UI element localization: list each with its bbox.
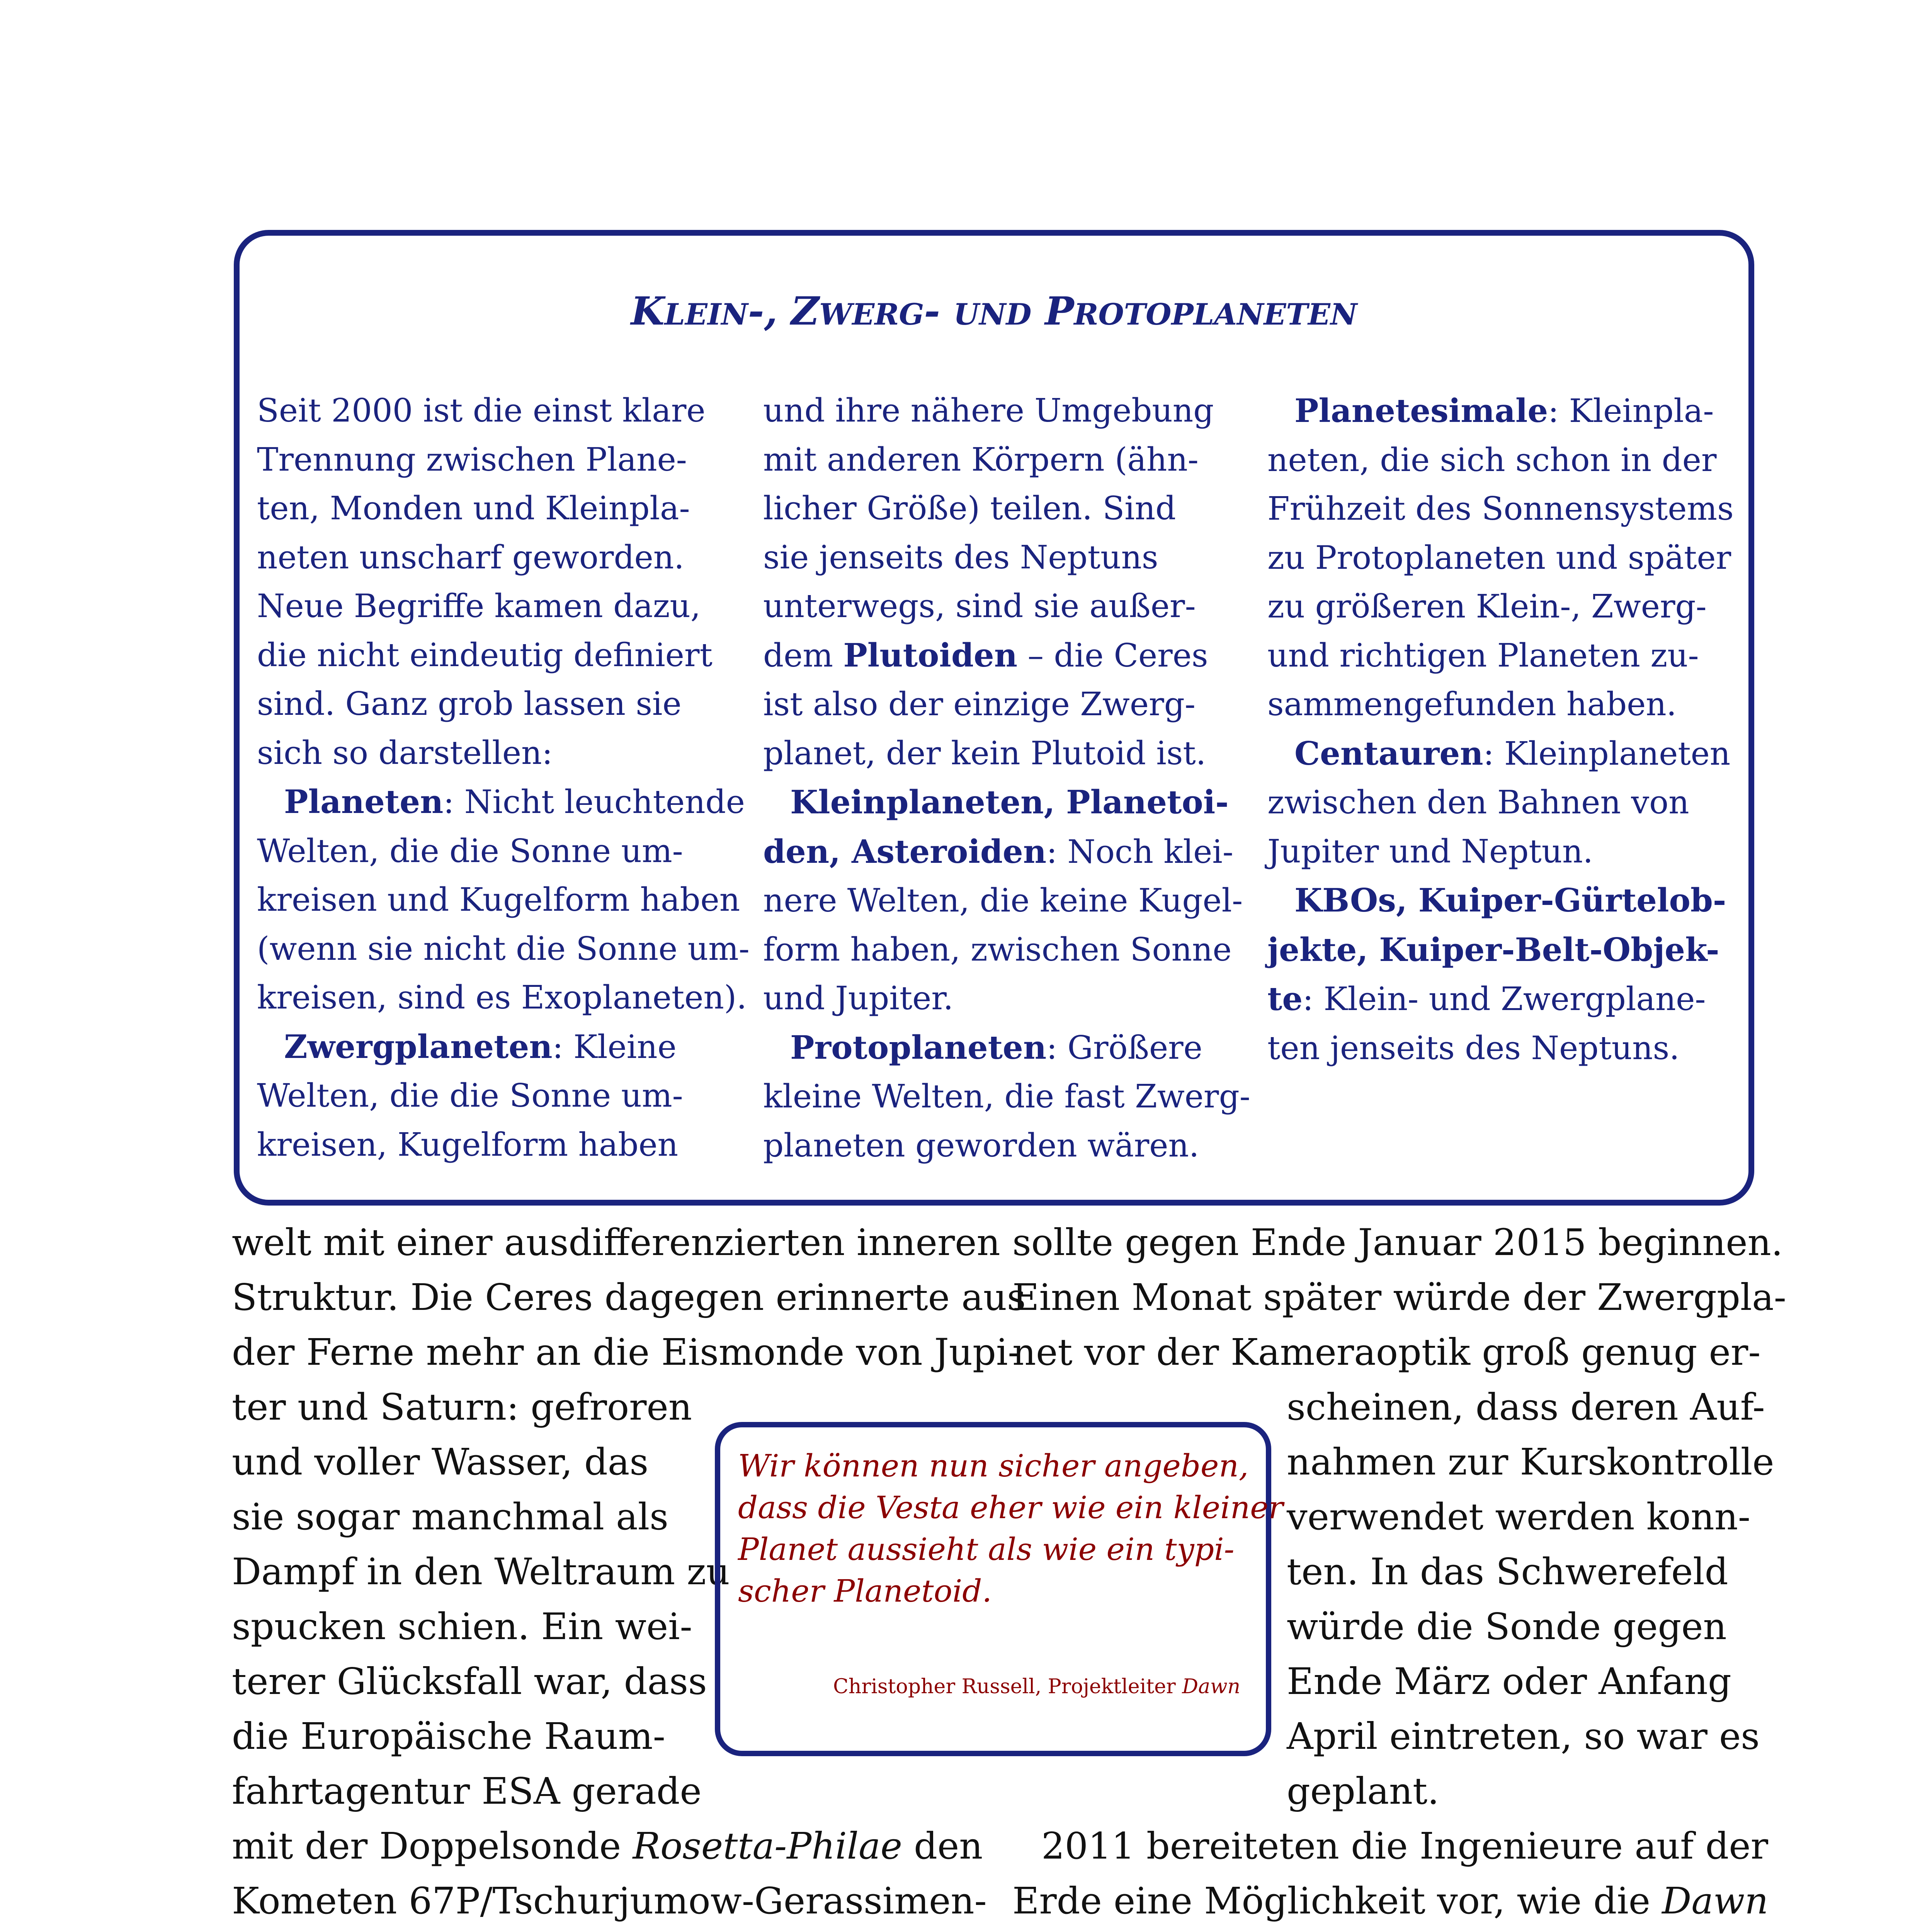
box-line: kreisen, sind es Exoplaneten). xyxy=(257,979,747,1016)
box-line: Frühzeit des Sonnensystems xyxy=(1267,490,1734,527)
box-line: ten, Monden und Kleinpla- xyxy=(257,490,690,527)
term-centauren: Centauren xyxy=(1294,734,1483,772)
text-line: verwendet werden konn- xyxy=(1287,1496,1751,1538)
term-kuiper-belt: jekte, Kuiper-Belt-Objek- xyxy=(1267,930,1719,969)
text-line: würde die Sonde gegen xyxy=(1287,1605,1727,1648)
quote-line: Wir können nun sicher angeben, xyxy=(738,1448,1249,1484)
definition-planetesimale: Planetesimale: Kleinpla- xyxy=(1294,392,1714,430)
main-right-top xyxy=(1012,1215,1786,1380)
term-kbo-end: te xyxy=(1267,980,1303,1018)
box-line: sie jenseits des Neptuns xyxy=(763,538,1158,576)
main-right-bottom xyxy=(1012,1819,1769,1932)
info-box-column-1 xyxy=(257,386,750,1169)
definition-kleinplaneten: den, Asteroiden: Noch klei- xyxy=(763,832,1233,871)
emphasis-rosetta: Rosetta-Philae xyxy=(633,1825,902,1867)
box-line: Welten, die die Sonne um- xyxy=(257,832,683,870)
text-line: 2011 bereiteten die Ingenieure auf der xyxy=(1041,1825,1768,1867)
text-line: geplant. xyxy=(1287,1770,1439,1813)
term-plutoiden: Plutoiden xyxy=(843,636,1018,674)
box-line: nere Welten, die keine Kugel- xyxy=(763,882,1243,919)
text-line: Kometen 67P/Tschurjumow-Gerassimen- xyxy=(232,1880,987,1922)
info-box-column-2 xyxy=(763,386,1250,1170)
box-line: sich so darstellen: xyxy=(257,734,553,772)
text-line: und voller Wasser, das xyxy=(232,1441,649,1483)
box-line: (wenn sie nicht die Sonne um- xyxy=(257,930,750,968)
text-line: der Ferne mehr an die Eismonde von Jupi- xyxy=(232,1331,1020,1374)
box-line: die nicht eindeutig definiert xyxy=(257,636,713,674)
box-line: neten, die sich schon in der xyxy=(1267,441,1717,479)
text-line: nahmen zur Kurskontrolle xyxy=(1287,1441,1774,1483)
quote-line: Planet aussieht als wie ein typi- xyxy=(738,1531,1235,1567)
text-line: sie sogar manchmal als xyxy=(232,1496,668,1538)
box-line: ten jenseits des Neptuns. xyxy=(1267,1029,1680,1067)
box-line: Seit 2000 ist die einst klare xyxy=(257,392,706,429)
term-kbo-line-2 xyxy=(1267,925,1737,975)
box-line: planet, der kein Plutoid ist. xyxy=(763,734,1206,772)
box-line: unterwegs, sind sie außer- xyxy=(763,587,1196,625)
pull-quote-text xyxy=(738,1445,1283,1612)
term-kleinplaneten: Kleinplaneten, Planetoi- xyxy=(790,783,1229,821)
text-line: ter und Saturn: gefroren xyxy=(232,1386,692,1429)
definition-plutoiden: dem Plutoiden – die Ceres xyxy=(763,636,1208,674)
box-line: planeten geworden wären. xyxy=(763,1126,1199,1164)
term-planeten: Planeten xyxy=(284,783,444,821)
text-line: die Europäische Raum- xyxy=(232,1715,665,1758)
term-zwergplaneten: Zwergplaneten xyxy=(284,1027,553,1066)
box-line: kreisen und Kugelform haben xyxy=(257,881,740,918)
text-line xyxy=(1012,1929,1760,1932)
pull-quote-author: Christopher Russell, Projektleiter Dawn xyxy=(833,1675,1240,1698)
definition-planeten: Planeten: Nicht leuchtende xyxy=(284,783,745,821)
text-line: ten. In das Schwerefeld xyxy=(1287,1551,1728,1593)
quote-line: dass die Vesta eher wie ein kleiner xyxy=(738,1490,1283,1526)
term-kbo-line-1 xyxy=(1267,876,1737,925)
text-line: Ende März oder Anfang xyxy=(1287,1660,1731,1703)
text-line: mit der Doppelsonde Rosetta-Philae den xyxy=(232,1825,983,1867)
text-line: Struktur. Die Ceres dagegen erinnerte aus xyxy=(232,1276,1026,1319)
text-line: Dampf in den Weltraum zu xyxy=(232,1551,730,1593)
text-line: Einen Monat später würde der Zwergpla- xyxy=(1012,1276,1786,1319)
box-line: neten unscharf geworden. xyxy=(257,538,684,576)
text-line: spucken schien. Ein wei- xyxy=(232,1605,692,1648)
box-line: kreisen, Kugelform haben xyxy=(257,1126,679,1163)
box-line: ist also der einzige Zwerg- xyxy=(763,685,1196,723)
text-line xyxy=(232,1929,980,1932)
box-line: Jupiter und Neptun. xyxy=(1267,832,1593,870)
definition-zwergplaneten: Zwergplaneten: Kleine xyxy=(284,1027,677,1066)
text-line: welt mit einer ausdifferenzierten inneren xyxy=(232,1221,1000,1264)
definition-protoplaneten: Protoplaneten: Größere xyxy=(790,1028,1202,1066)
box-line: form haben, zwischen Sonne xyxy=(763,930,1232,968)
box-line: und Jupiter. xyxy=(763,980,954,1017)
box-line: mit anderen Körpern (ähn- xyxy=(763,440,1199,478)
box-line: und ihre nähere Umgebung xyxy=(763,392,1214,429)
box-line: kleine Welten, die fast Zwerg- xyxy=(763,1078,1250,1115)
box-line: Trennung zwischen Plane- xyxy=(257,440,687,478)
main-left-bottom xyxy=(232,1819,987,1932)
box-line: zwischen den Bahnen von xyxy=(1267,784,1689,821)
main-left-narrow xyxy=(232,1380,730,1819)
info-box-column-3 xyxy=(1267,386,1737,1073)
info-box-title: KLEIN-, ZWERG- UND PROTOPLANETEN xyxy=(631,288,1357,334)
text-line: sollte gegen Ende Januar 2015 beginnen. xyxy=(1012,1221,1783,1264)
box-line: Neue Begriffe kamen dazu, xyxy=(257,587,701,625)
definition-centauren: Centauren: Kleinplaneten xyxy=(1294,734,1731,772)
term-kleinplaneten-line xyxy=(763,778,1233,827)
term-asteroiden: den, Asteroiden xyxy=(763,832,1047,871)
term-kbos: KBOs, Kuiper-Gürtelob- xyxy=(1294,881,1726,919)
text-line: terer Glücksfall war, dass xyxy=(232,1660,707,1703)
quote-line: scher Planetoid. xyxy=(738,1573,992,1609)
emphasis-dawn: Dawn xyxy=(1662,1880,1769,1922)
box-line: Welten, die die Sonne um- xyxy=(257,1077,683,1114)
box-line: zu Protoplaneten und später xyxy=(1267,539,1731,577)
box-line: sammengefunden haben. xyxy=(1267,685,1677,723)
box-line: zu größeren Klein-, Zwerg- xyxy=(1267,588,1707,625)
text-line: Erde eine Möglichkeit vor, wie die Dawn xyxy=(1012,1880,1769,1922)
term-planetesimale: Planetesimale xyxy=(1294,392,1548,430)
text-line: net vor der Kameraoptik groß genug er- xyxy=(1012,1331,1761,1374)
definition-kbo: te: Klein- und Zwergplane- xyxy=(1267,980,1706,1018)
text-line: fahrtagentur ESA gerade xyxy=(232,1770,702,1813)
box-line: licher Größe) teilen. Sind xyxy=(763,490,1176,527)
text-line: April eintreten, so war es xyxy=(1287,1715,1760,1758)
main-left-top xyxy=(232,1215,1026,1380)
main-right-narrow xyxy=(1287,1380,1774,1819)
box-line: und richtigen Planeten zu- xyxy=(1267,636,1699,674)
box-line: sind. Ganz grob lassen sie xyxy=(257,685,682,723)
text-line: scheinen, dass deren Auf- xyxy=(1287,1386,1765,1429)
term-protoplaneten: Protoplaneten xyxy=(790,1028,1047,1066)
